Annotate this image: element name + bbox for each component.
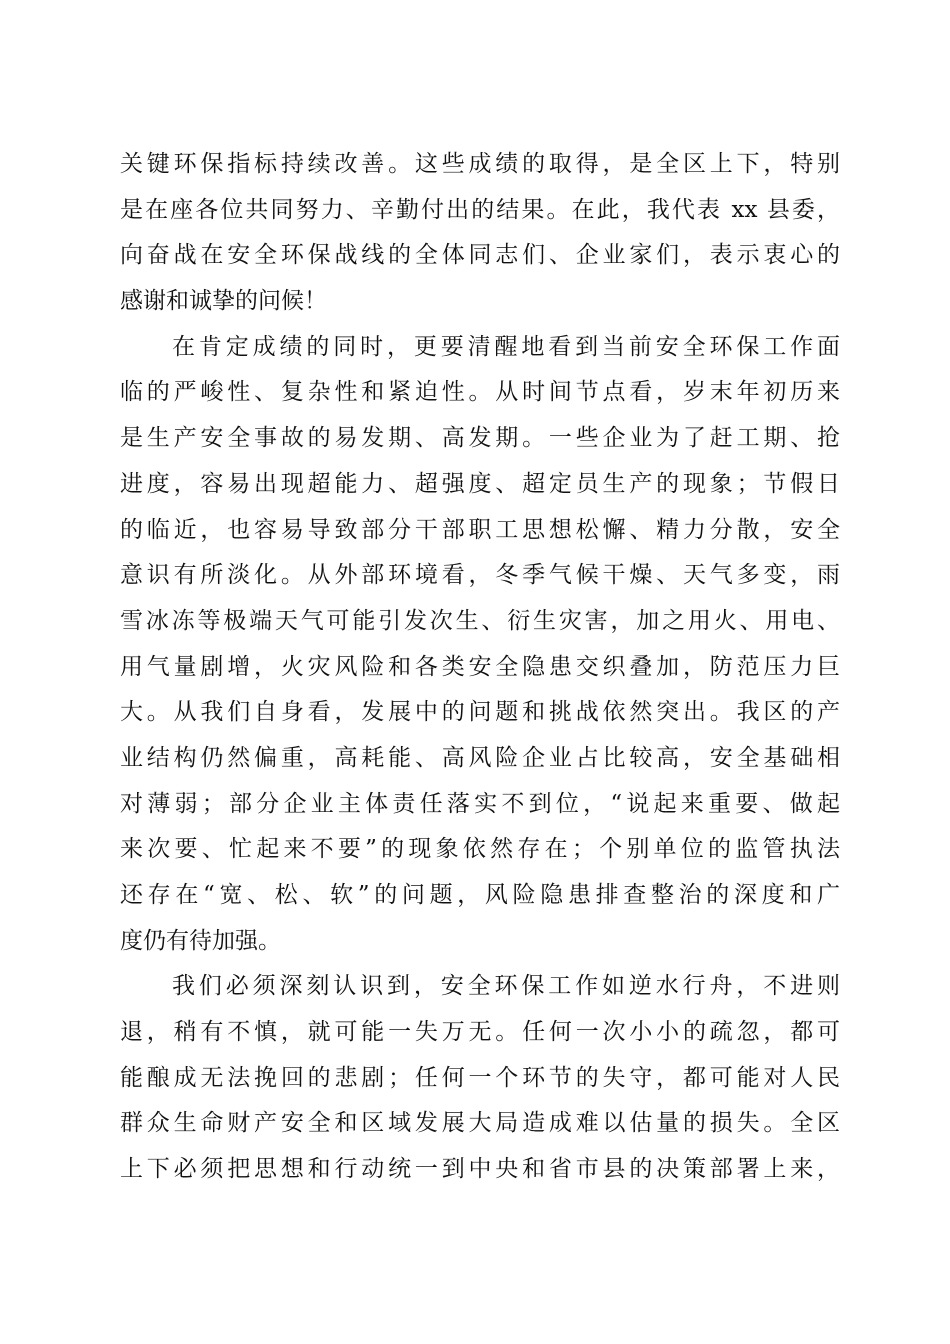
text-line: 向奋战在安全环保战线的全体同志们、企业家们，表示衷心的 — [120, 242, 840, 269]
body-text — [120, 142, 840, 1193]
text-line: 感谢和诚挚的问候！ — [120, 288, 327, 315]
text-line: 关键环保指标持续改善。这些成绩的取得，是全区上下，特别 — [120, 151, 840, 177]
text-line: 雪冰冻等极端天气可能引发次生、衍生灾害，加之用火、用电、 — [120, 607, 840, 634]
text-line: 对薄弱；部分企业主体责任落实不到位，“说起来重要、做起 — [120, 790, 840, 817]
text-line: 业结构仍然偏重，高耗能、高风险企业占比较高，安全基础相 — [120, 744, 840, 771]
text-line: 意识有所淡化。从外部环境看，冬季气候干燥、天气多变，雨 — [120, 562, 840, 589]
text-line: 我们必须深刻认识到，安全环保工作如逆水行舟，不进则 — [172, 973, 840, 1000]
text-line: 是生产安全事故的易发期、高发期。一些企业为了赶工期、抢 — [120, 425, 840, 452]
text-line: 进度，容易出现超能力、超强度、超定员生产的现象；节假日 — [120, 470, 840, 497]
text-line: 来次要、忙起来不要”的现象依然存在；个别单位的监管执法 — [120, 836, 840, 863]
text-line: 上下必须把思想和行动统一到中央和省市县的决策部署上来， — [120, 1156, 840, 1183]
text-line: 还存在“宽、松、软”的问题，风险隐患排查整治的深度和广 — [120, 882, 840, 908]
text-line: 退，稍有不慎，就可能一失万无。任何一次小小的疏忽，都可 — [120, 1019, 840, 1046]
text-line: 群众生命财产安全和区域发展大局造成难以估量的损失。全区 — [120, 1110, 840, 1137]
paragraph-2 — [120, 325, 840, 965]
paragraph-1 — [120, 142, 840, 325]
text-line: 用气量剧增，火灾风险和各类安全隐患交织叠加，防范压力巨 — [120, 653, 840, 680]
text-line: 大。从我们自身看，发展中的问题和挑战依然突出。我区的产 — [120, 699, 840, 726]
text-line: 的临近，也容易导致部分干部职工思想松懈、精力分散，安全 — [120, 516, 840, 543]
text-line: 在肯定成绩的同时，更要清醒地看到当前安全环保工作面 — [172, 333, 840, 360]
text-line: 度仍有待加强。 — [120, 927, 281, 954]
text-line: 是在座各位共同努力、辛勤付出的结果。在此，我代表 xx 县委， — [120, 196, 840, 223]
paragraph-3 — [120, 964, 840, 1192]
text-line: 临的严峻性、复杂性和紧迫性。从时间节点看，岁末年初历来 — [120, 379, 840, 406]
text-line: 能酿成无法挽回的悲剧；任何一个环节的失守，都可能对人民 — [120, 1064, 840, 1091]
